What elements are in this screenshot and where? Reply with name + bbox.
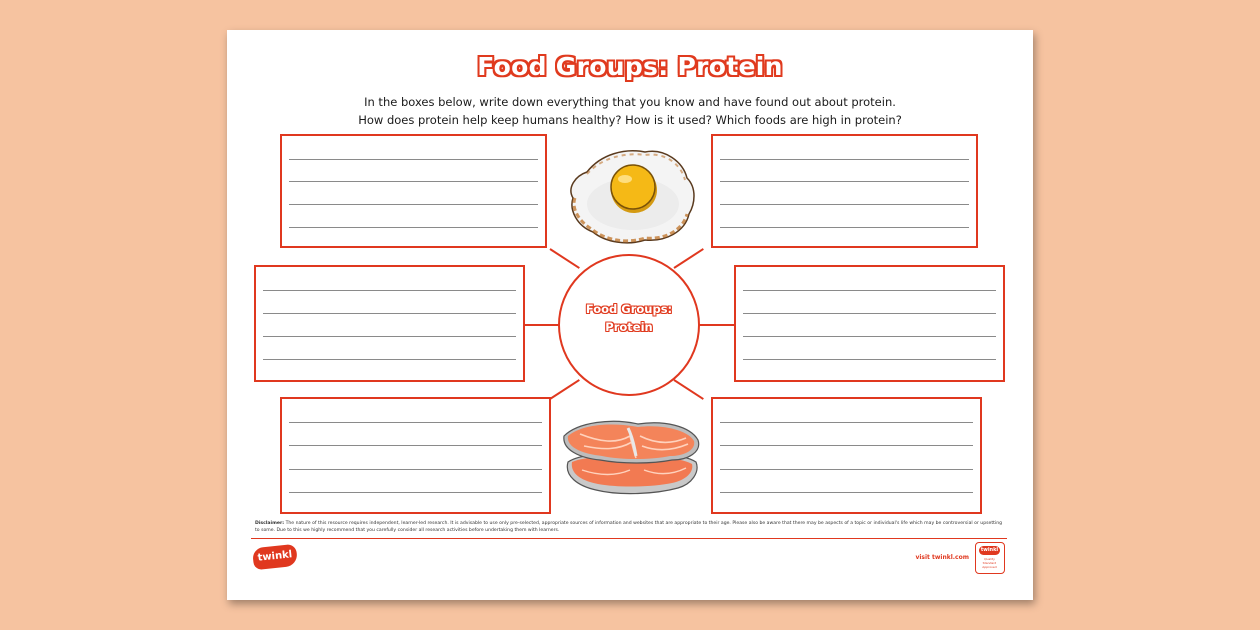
writing-line [720,469,973,470]
instructions [227,93,1033,129]
writing-line [263,313,516,314]
disclaimer-text [255,520,1007,534]
writing-box-bottom-left[interactable] [280,397,551,514]
writing-line [720,422,973,423]
connector-top-right [673,248,703,269]
writing-line [289,445,542,446]
instructions-line-2: How does protein help keep humans healthy? How is it used? Which foods are high in protein? [358,113,902,127]
writing-box-bottom-right[interactable] [711,397,982,514]
writing-line [289,227,538,228]
writing-line [743,313,996,314]
writing-line [743,359,996,360]
disclaimer-label: Disclaimer: [255,521,285,526]
fried-egg-image [565,142,701,248]
salmon-steak-image [560,414,702,500]
egg-yolk [611,165,655,209]
instructions-line-1: In the boxes below, write down everything that you know and have found out about protein. [364,95,896,109]
writing-line [720,492,973,493]
writing-line [720,159,969,160]
writing-line [263,290,516,291]
connector-mid-left [523,324,559,326]
visit-twinkl-link[interactable]: visit twinkl.com [915,554,969,561]
center-topic-line-1: Food Groups: [585,302,673,316]
worksheet-page [227,30,1033,600]
badge-caption: Quality Standard Approved [982,557,997,569]
writing-line [263,359,516,360]
writing-line [289,422,542,423]
writing-line [720,445,973,446]
writing-line [289,492,542,493]
writing-box-middle-right[interactable] [734,265,1005,382]
badge-logo-text: twinkl [980,547,999,553]
connector-bottom-left [549,379,579,400]
connector-bottom-right [673,379,703,400]
footer-divider [251,538,1007,539]
writing-line [289,181,538,182]
connector-top-left [549,248,579,269]
writing-box-top-right[interactable] [711,134,978,248]
quality-standard-badge [975,542,1005,574]
disclaimer-body: The nature of this resource requires independent, learner-led research. It is advisable to use only pre-selected, appropriate sources of information and websites that are appropriate to their age. Please also be aware that there may be aspects of a topic or individual's life which may be controversial or upsetting to some. Due to this we highly recommend that you carefully consider all research activities before undertaking them with learners. [255,521,1003,533]
egg-yolk-highlight [618,175,632,183]
twinkl-logo[interactable]: twinkl [252,544,298,570]
writing-line [289,204,538,205]
writing-line [720,227,969,228]
connector-mid-right [699,324,736,326]
writing-line [289,469,542,470]
writing-line [289,159,538,160]
center-topic-circle [558,254,700,396]
writing-box-middle-left[interactable] [254,265,525,382]
writing-line [743,336,996,337]
writing-line [720,204,969,205]
writing-line [263,336,516,337]
writing-box-top-left[interactable] [280,134,547,248]
writing-line [743,290,996,291]
center-topic-line-2: Protein [605,320,653,334]
center-topic-title [560,300,698,336]
writing-line [720,181,969,182]
worksheet-title: Food Groups: Protein [477,52,783,81]
